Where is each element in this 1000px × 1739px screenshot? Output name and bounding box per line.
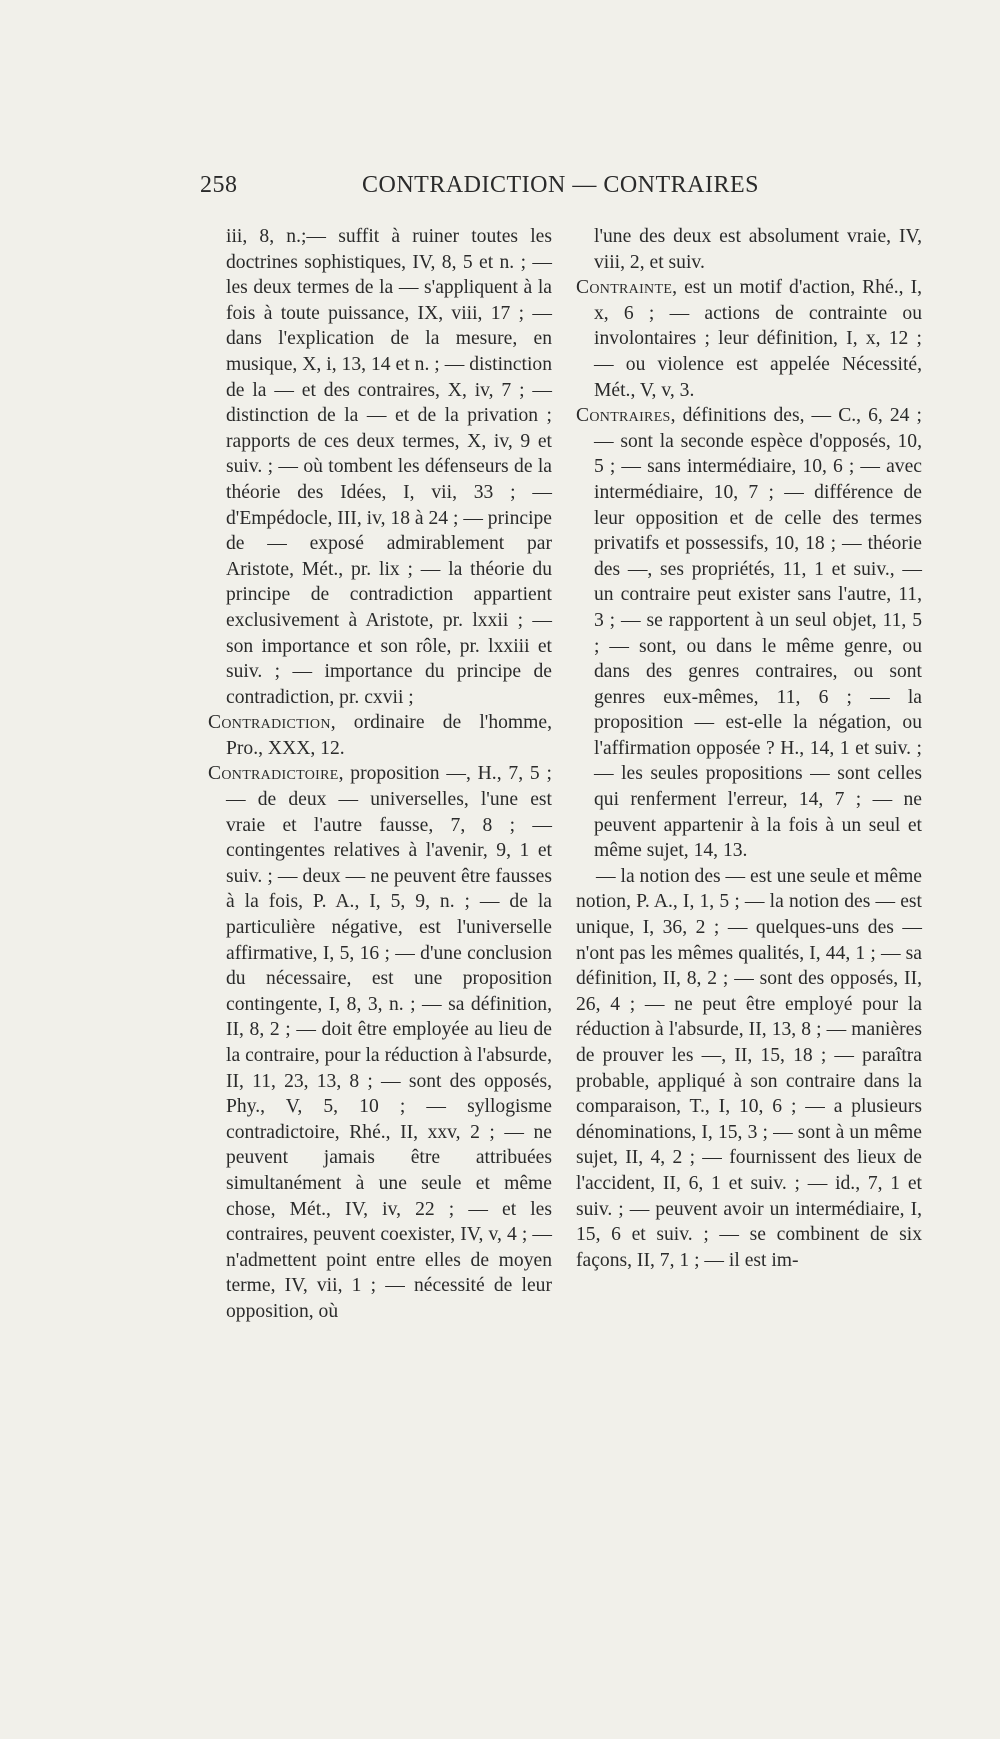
entry-text: , est un motif d'action, Rhé., I, x, 6 ; — actions de contrainte ou involontaires ; leur définition, I, x, 12 ; — ou violence est appelée Nécessité, Mét., V, v, 3. (594, 277, 922, 401)
index-entry (576, 224, 922, 275)
index-entry (576, 275, 922, 403)
entry-text: iii, 8, n.;— suffit à ruiner toutes les doctrines sophistiques, IV, 8, 5 et n. ; — les deux termes de la — s'appliquent à la fois à toute puissance, IX, viii, 17 ; — dans l'explication de la mesure, en musique, X, i, 13, 14 et n. ; — distinction de la — et des contraires, X, iv, 7 ; — distinction de la — et de la privation ; rapports de ces deux termes, X, iv, 9 et suiv. ; — où tombent les défenseurs de la théorie des Idées, I, vii, 33 ; — d'Empédocle, III, iv, 18 à 24 ; — principe de — exposé admirablement par Aristote, Mét., pr. lix ; — la théorie du principe de contradiction appartient exclusivement à Aristote, pr. lxxii ; — son importance et son rôle, pr. lxxiii et suiv. ; — importance du principe de contradiction, pr. cxvii ; (226, 226, 553, 708)
entry-headword: Contraires (576, 405, 671, 427)
running-head (200, 172, 780, 202)
page-title: CONTRADICTION — CONTRAIRES (362, 172, 759, 198)
index-entry (576, 864, 922, 1274)
entry-text: , ordinaire de l'homme, Pro., XXX, 12. (226, 712, 552, 759)
index-entry (208, 761, 552, 1324)
entry-text: l'une des deux est absolument vraie, IV, viii, 2, et suiv. (594, 226, 922, 273)
right-column (576, 224, 922, 1273)
page-number: 258 (200, 172, 238, 198)
entry-headword: Contrainte (576, 277, 673, 299)
entry-text: — la notion des — est une seule et même notion, P. A., I, 1, 5 ; — la notion des — est unique, I, 36, 2 ; — quelques-uns des — n'ont pas les mêmes qualités, I, 44, 1 ; — sa définition, II, 8, 2 ; — sont des opposés, II, 26, 4 ; — ne peut être employé pour la réduction à l'absurde, II, 13, 8 ; — manières de prouver les —, II, 15, 18 ; — paraîtra probable, appliqué à son contraire dans la comparaison, T., I, 10, 6 ; — a plusieurs dénominations, I, 15, 3 ; — sont à un même sujet, II, 4, 2 ; — fournissent des lieux de l'accident, II, 6, 1 et suiv. ; — id., 7, 1 et suiv. ; — peuvent avoir un intermédiaire, I, 15, 6 et suiv. ; — se combinent de six façons, II, 7, 1 ; — il est im- (576, 865, 922, 1271)
entry-headword: Contradictoire (208, 763, 339, 785)
index-entry (208, 710, 552, 761)
entry-text: , définitions des, — C., 6, 24 ; — sont la seconde espèce d'opposés, 10, 5 ; — sans intermédiaire, 10, 6 ; — avec intermédiaire, 10, 7 ; — différence de leur opposition et de celle des termes privatifs et possessifs, 10, 18 ; — théorie des —, ses propriétés, 11, 1 et suiv., — un contraire peut exister sans l'autre, 11, 3 ; — se rapportent à un seul objet, 11, 5 ; — sont, ou dans le même genre, ou dans des genres contraires, ou sont genres eux-mêmes, 11, 6 ; — la proposition — est-elle la négation, ou l'affirmation opposée ? H., 14, 1 et suiv. ; — les seules propositions — sont celles qui renferment l'erreur, 14, 7 ; — ne peuvent appartenir à la fois à un seul et même sujet, 14, 13. (594, 405, 922, 862)
entry-headword: Contradiction (208, 712, 331, 734)
left-column (208, 224, 552, 1325)
entry-text: , proposition —, H., 7, 5 ; — de deux — universelles, l'une est vraie et l'autre fausse, 7, 8 ; — contingentes relatives à l'avenir, 9, 1 et suiv. ; — deux — ne peuvent être fausses à la fois, P. A., I, 5, 9, n. ; — de la particulière négative, est l'universelle affirmative, I, 5, 16 ; — d'une conclusion du nécessaire, est une proposition contingente, I, 8, 3, n. ; — sa définition, II, 8, 2 ; — doit être employée au lieu de la contraire, pour la réduction à l'absurde, II, 11, 23, 13, 8 ; — sont des opposés, Phy., V, 5, 10 ; — syllogisme contradictoire, Rhé., II, xxv, 2 ; — ne peuvent jamais être attribuées simultanément à une seule et même chose, Mét., IV, iv, 22 ; — et les contraires, peuvent coexister, IV, v, 4 ; — n'admettent point entre elles de moyen terme, IV, vii, 1 ; — nécessité de leur opposition, où (226, 763, 552, 1322)
index-entry (208, 224, 552, 710)
index-entry (576, 403, 922, 864)
